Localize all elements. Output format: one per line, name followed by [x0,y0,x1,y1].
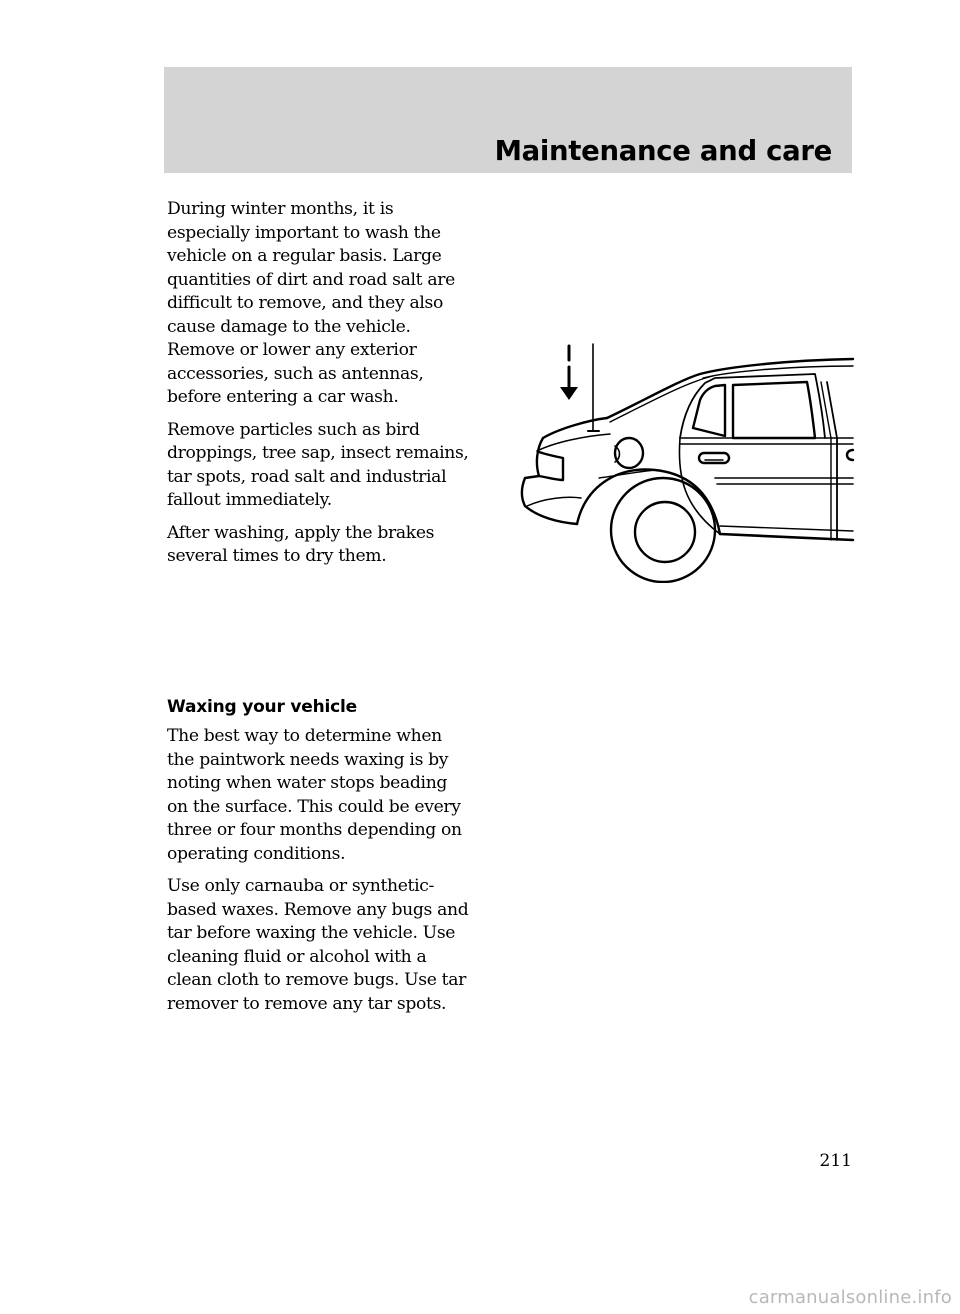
rear-door-window [733,382,815,438]
waxing-heading: Waxing your vehicle [167,697,357,717]
roof-line [607,359,853,418]
rocker-trim [720,526,853,531]
washing-section [167,198,507,569]
section-header-band [164,67,852,173]
rear-wheel-hub [635,502,695,562]
page-number: 211 [819,1151,852,1171]
tail-light [539,452,563,480]
remove-particles-paragraph: Remove particles such as bird droppings, tree sap, insect remains, tar spots, road salt and industrial fallout immediately. [167,419,469,510]
car-antenna-illustration [515,338,855,583]
rear-bumper-outline [522,438,577,524]
b-pillar [827,382,837,540]
winter-wash-paragraph: During winter months, it is especially important to wash the vehicle on a regular basis. Large quantities of dirt and road salt are difficult to remove, and they also cause damage to the vehicle. Remove or lower any exterior accessories, such as antennas, before entering a car wash. [167,199,455,407]
watermark: carmanualsonline.info [748,1287,952,1308]
rear-tire [611,478,715,582]
rocker-panel [720,534,853,540]
dry-brakes-paragraph: After washing, apply the brakes several times to dry them. [167,522,435,566]
down-arrow-icon [560,346,578,400]
waxing-section [167,697,507,1016]
rear-window-trim [610,376,713,422]
rear-door-handle [699,453,729,463]
front-door-handle [847,450,853,460]
section-title: Maintenance and care [494,135,832,167]
bumper-crease [527,497,581,506]
waxing-frequency-paragraph: The best way to determine when the paintwork needs waxing is by noting when water stops beading on the surface. This could be every three or four months depending on operating conditions. [167,726,462,864]
b-pillar-inner [821,382,831,540]
wax-type-paragraph: Use only carnauba or synthetic- based waxes. Remove any bugs and tar before waxing the vehicle. Use cleaning fluid or alcohol with a clean cloth to remove bugs. Use tar remover to remove any tar spots. [167,876,469,1014]
